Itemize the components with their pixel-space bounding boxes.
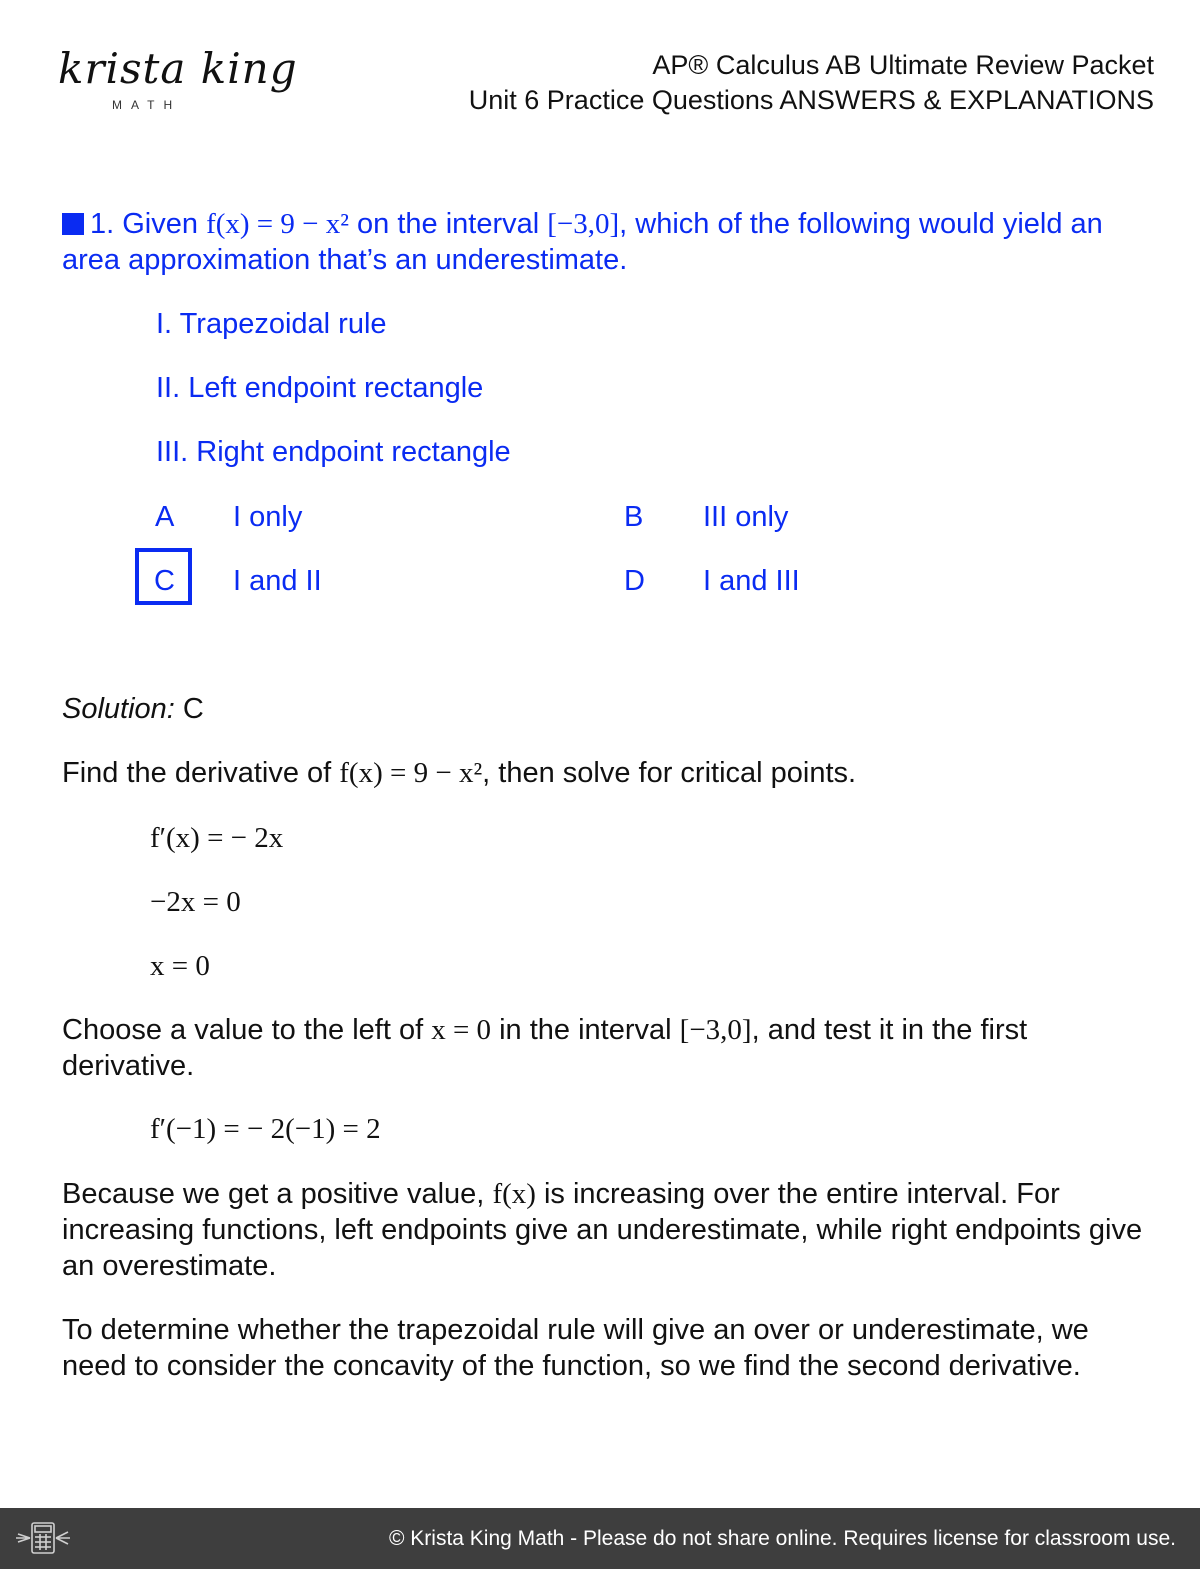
option-text-d: I and III (703, 565, 800, 597)
option-text-a: I only (233, 501, 303, 533)
question-text: 1. Given f(x) = 9 − x² on the interval [−3,0], which of the following would yield an area approximation that’s an underestimate. (62, 208, 1103, 276)
option-letter-d: D (624, 565, 645, 597)
statement-item: I. Trapezoidal rule (156, 308, 387, 340)
equation-test-value: f′(−1) = − 2(−1) = 2 (150, 1113, 381, 1145)
footer-bar (0, 1508, 1200, 1569)
logo-subtitle: MATH (112, 98, 182, 112)
option-letter-b: B (624, 501, 644, 533)
header-title: AP® Calculus AB Ultimate Review Packet (652, 50, 1154, 80)
calculator-icon (14, 1520, 72, 1561)
footer-copyright: © Krista King Math - Please do not share online. Requires license for classroom use. (388, 1527, 1176, 1550)
statement-item: III. Right endpoint rectangle (156, 436, 511, 468)
equation-critical-point: x = 0 (150, 950, 210, 982)
solution-heading: Solution: C (62, 693, 204, 725)
question-marker-icon (62, 213, 84, 235)
logo-script: krista king (58, 44, 298, 93)
header-subtitle: Unit 6 Practice Questions ANSWERS & EXPLANATIONS (468, 85, 1154, 115)
equation-derivative: f′(x) = − 2x (150, 822, 284, 854)
solution-paragraph-1: Find the derivative of f(x) = 9 − x², then solve for critical points. (62, 757, 857, 789)
option-text-b: III only (703, 501, 789, 533)
equation-set-zero: −2x = 0 (150, 886, 241, 918)
option-letter-a: A (155, 501, 175, 533)
option-letter-c: C (154, 565, 175, 597)
solution-paragraph-3: Because we get a positive value, f(x) is increasing over the entire interval. For increasing functions, left endpoints give an underestimate, while right endpoints give an overestimate. (62, 1178, 1143, 1282)
solution-paragraph-2: Choose a value to the left of x = 0 in the interval [−3,0], and test it in the first derivative. (62, 1014, 1028, 1082)
solution-paragraph-4: To determine whether the trapezoidal rule will give an over or underestimate, we need to consider the concavity of the function, so we find the second derivative. (62, 1314, 1089, 1382)
option-text-c: I and II (233, 565, 322, 597)
statement-item: II. Left endpoint rectangle (156, 372, 484, 404)
